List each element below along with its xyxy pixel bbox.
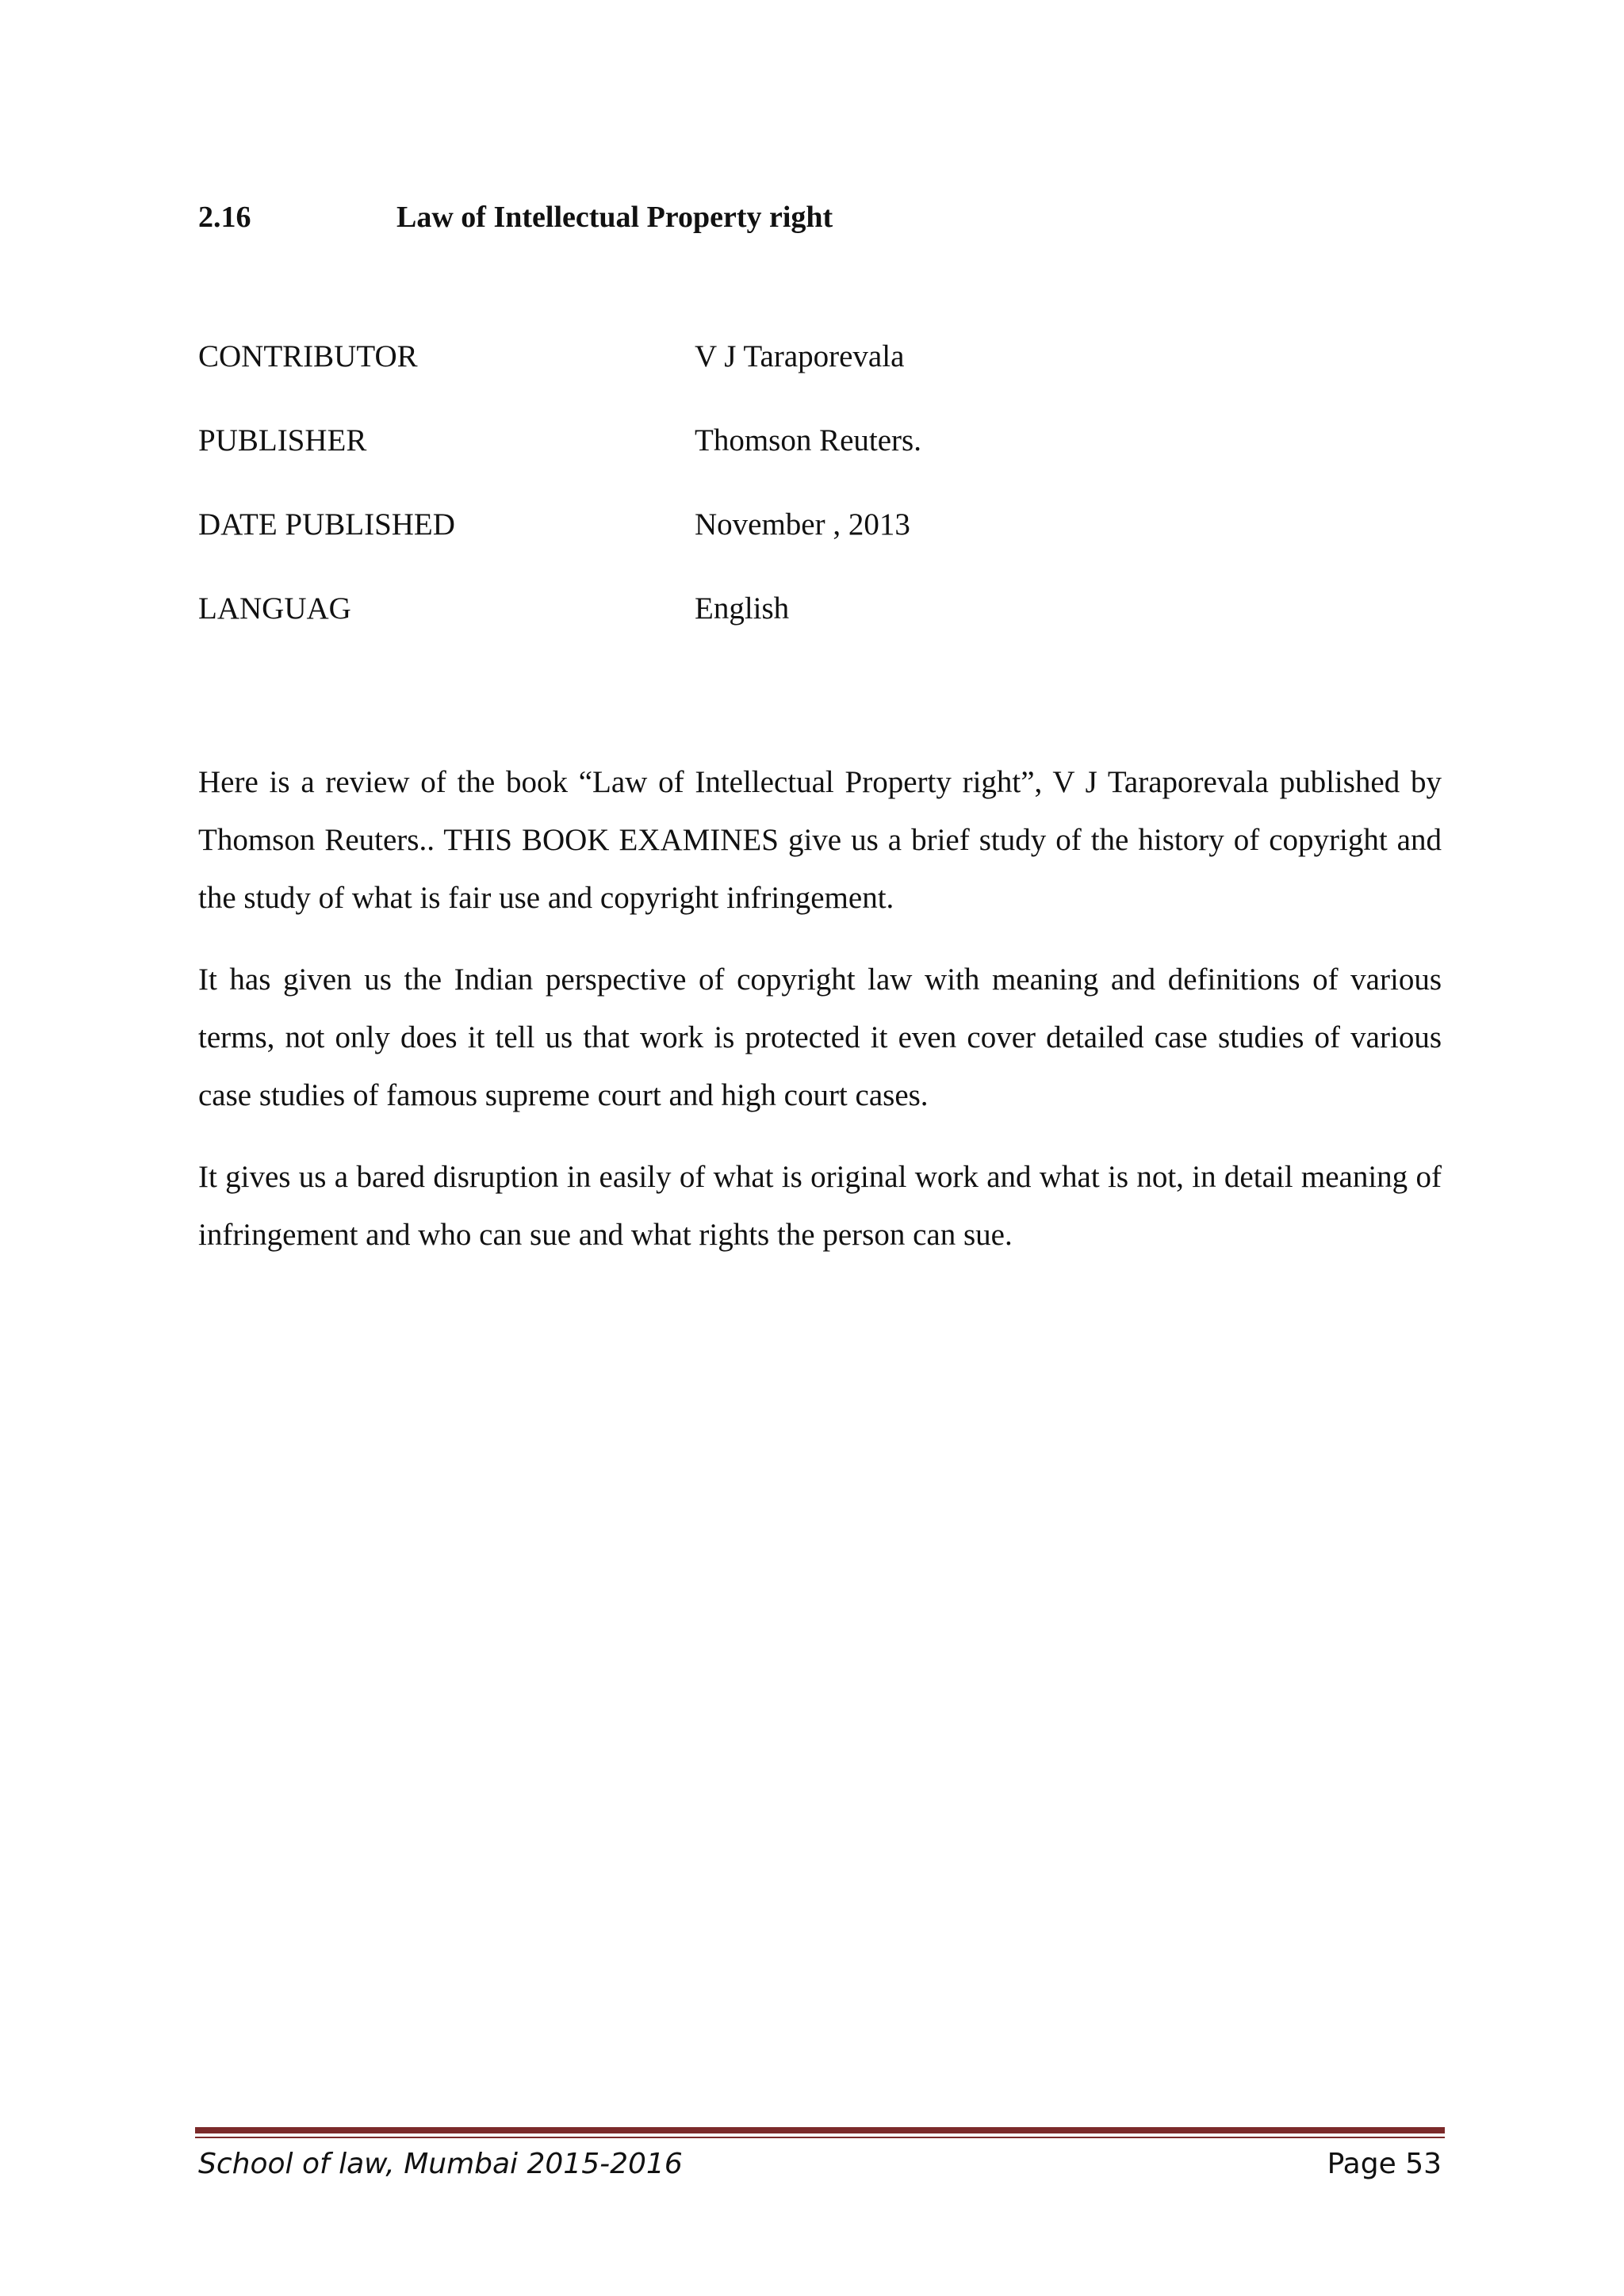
section-title: Law of Intellectual Property right [396,201,833,234]
review-paragraph: It has given us the Indian perspective of copyright law with meaning and definitions of various terms, not only does it tell us that work is protected it even cover detailed case studies of various case studies of famous supreme court and high court cases. [198,962,1442,1112]
publisher-label: PUBLISHER [198,423,367,457]
language-value: English [695,591,790,626]
publisher-value: Thomson Reuters. [695,423,921,457]
footer-school-name: School of law, Mumbai 2015-2016 [198,2148,683,2180]
section-heading [198,197,833,238]
book-info [198,336,921,672]
date-published-label: DATE PUBLISHED [198,507,455,541]
page-number: Page 53 [1327,2148,1442,2180]
language-label: LANGUAG [198,591,351,626]
contributor-label: CONTRIBUTOR [198,339,418,373]
book-info-row [198,336,921,420]
contributor-value: V J Taraporevala [695,339,905,373]
book-info-row [198,588,921,672]
book-info-row [198,504,921,588]
date-published-value: November , 2013 [695,507,910,541]
book-info-row [198,420,921,504]
review-paragraph: It gives us a bared disruption in easily of what is original work and what is not, in detail meaning of infringement and who can sue and what rights the person can sue. [198,1160,1442,1252]
review-paragraph: Here is a review of the book “Law of Intellectual Property right”, V J Taraporevala published by Thomson Reuters.. THIS BOOK EXAMINES give us a brief study of the history of copyright and the study of what is fair use and copyright infringement. [198,765,1442,915]
footer-rule [195,2127,1445,2133]
review-body [198,753,1442,1288]
footer-rule-thin [195,2137,1445,2138]
section-number: 2.16 [198,201,251,234]
